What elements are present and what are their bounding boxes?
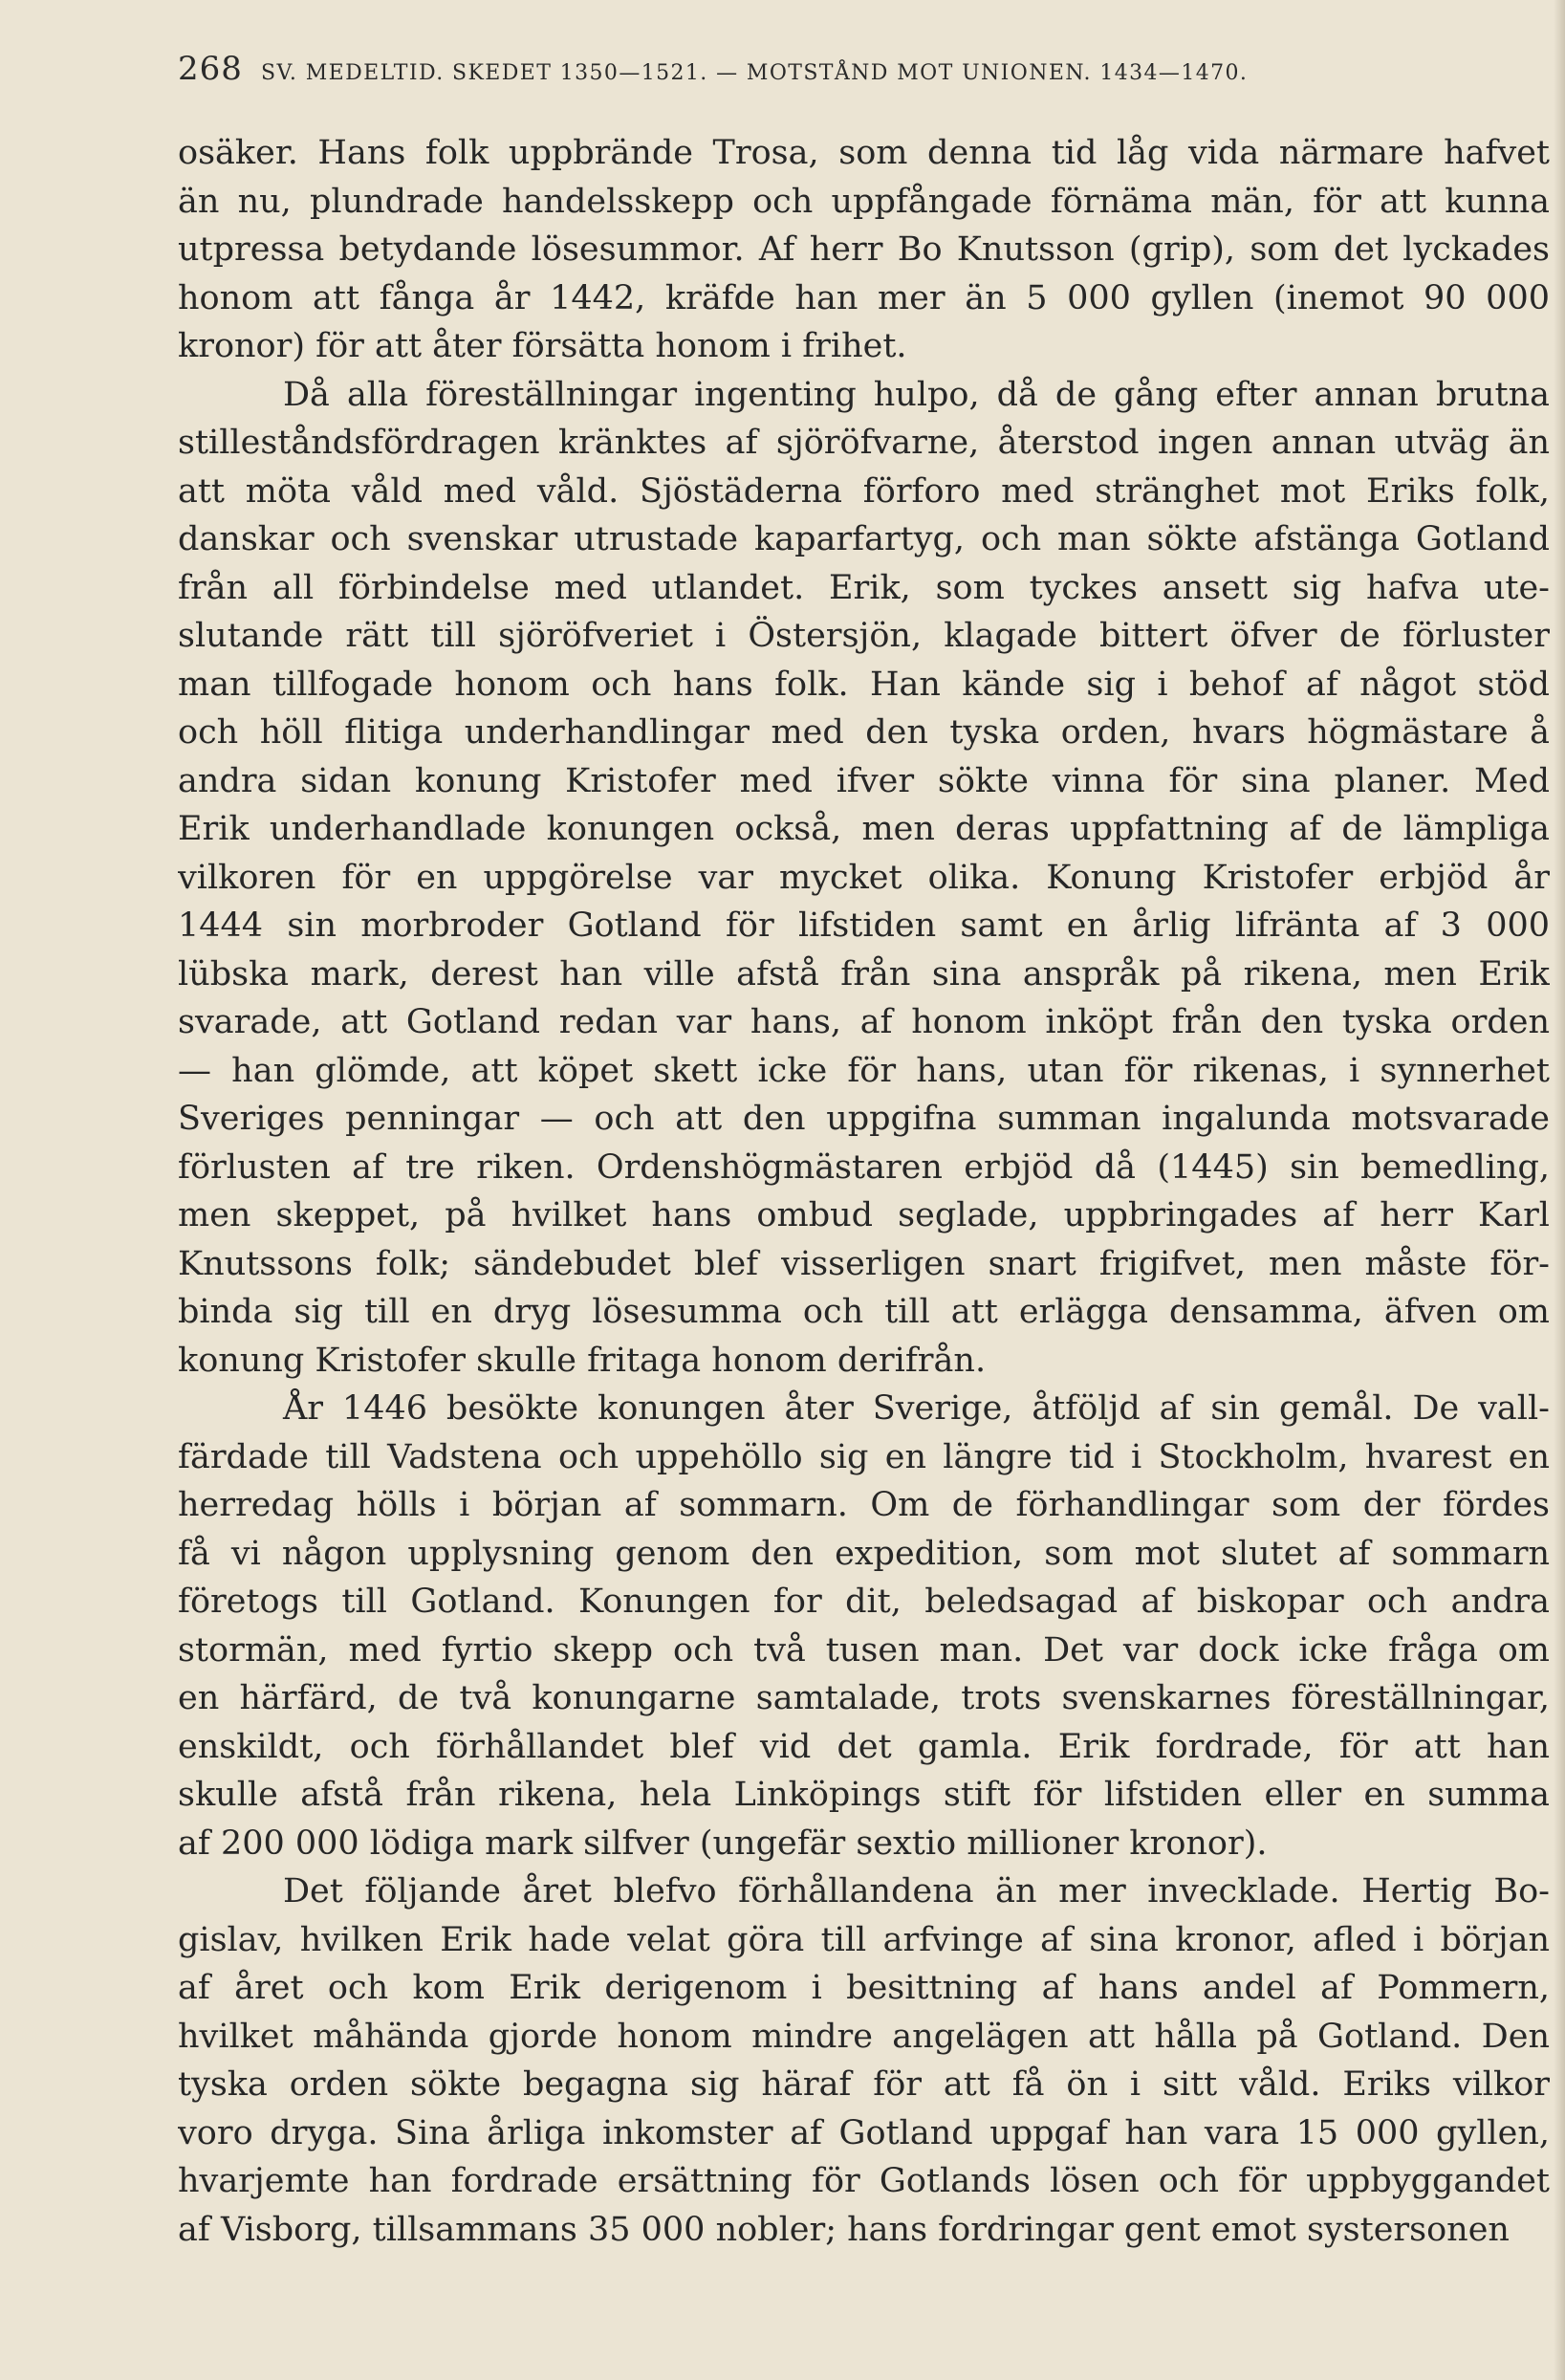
text-line: företogs till Gotland. Konungen for dit, beledsagad af biskopar och andra [178,1583,1550,1621]
text-line: stormän, med fyrtio skepp och två tusen man. Det var dock icke fråga om [178,1630,1550,1670]
text-line: af Visborg, tillsammans 35 000 nobler; hans fordringar gent emot systersonen [178,2210,1510,2249]
text-line: Det följande året blefvo förhållandena än mer invecklade. Hertig Bo- [283,1872,1550,1911]
text-line: slutande rätt till sjöröfveriet i Östersjön, klagade bittert öfver de förluster [178,617,1550,655]
text-line: hvarjemte han fordrade ersättning för Gotlands lösen och för uppbyggandet [178,2162,1550,2200]
text-line: binda sig till en dryg lösesumma och till att erlägga densamma, äfven om [178,1293,1550,1331]
text-line: 1444 sin morbroder Gotland för lifstiden samt en årlig lifränta af 3 000 [178,906,1550,945]
text-line: af året och kom Erik derigenom i besittning af hans andel af Pommern, [178,1969,1550,2007]
text-line: skulle afstå från rikena, hela Linköpings stift för lifstiden eller en summa [178,1776,1550,1814]
text-line: Erik underhandlade konungen också, men deras uppfattning af de lämpliga [178,810,1550,848]
text-line: konung Kristofer skulle fritaga honom derifrån. [178,1341,987,1380]
page-edge-shadow [1554,0,1565,2380]
text-line: År 1446 besökte konungen åter Sverige, åtföljd af sin gemål. De vall- [283,1389,1550,1428]
paragraph [178,1867,1550,2254]
paragraph [178,129,1550,371]
paragraph [178,371,1550,1386]
text-line: osäker. Hans folk uppbrände Trosa, som denna tid låg vida närmare hafvet [178,134,1550,172]
text-line: få vi någon upplysning genom den expedition, som mot slutet af sommarn [178,1534,1550,1573]
text-line: utpressa betydande lösesummor. Af herr Bo Knutsson (grip), som det lyckades [178,230,1550,269]
body-text [178,129,1550,2254]
text-line: och höll flitiga underhandlingar med den tyska orden, hvars högmästare å [178,713,1550,752]
text-line: danskar och svenskar utrustade kaparfartyg, och man sökte afstänga Gotland [178,520,1550,558]
text-line: hvilket måhända gjorde honom mindre angelägen att hålla på Gotland. Den [178,2017,1550,2056]
text-line: voro dryga. Sina årliga inkomster af Gotland uppgaf han vara 15 000 gyllen, [178,2113,1550,2152]
text-line: än nu, plundrade handelsskepp och uppfångade förnäma män, för att kunna [178,182,1550,221]
text-line: tyska orden sökte begagna sig häraf för att få ön i sitt våld. Eriks vilkor [178,2065,1550,2104]
text-line: Knutssons folk; sändebudet blef visserligen snart frigifvet, men måste för- [178,1244,1550,1283]
text-line: svarade, att Gotland redan var hans, af honom inköpt från den tyska orden [178,1003,1550,1041]
page-header [178,50,1554,107]
text-line: vilkoren för en uppgörelse var mycket olika. Konung Kristofer erbjöd år [178,858,1550,897]
text-line: kronor) för att åter försätta honom i frihet. [178,327,907,365]
text-line: gislav, hvilken Erik hade velat göra till arfvinge af sina kronor, afled i början [178,1920,1550,1959]
text-line: Då alla föreställningar ingenting hulpo, då de gång efter annan brutna [283,375,1550,414]
paragraph [178,1385,1550,1867]
text-line: men skeppet, på hvilket hans ombud seglade, uppbringades af herr Karl [178,1196,1550,1234]
text-line: stilleståndsfördragen kränktes af sjöröfvarne, återstod ingen annan utväg än [178,424,1550,462]
page-number: 268 [178,50,243,88]
text-line: enskildt, och förhållandet blef vid det gamla. Erik fordrade, för att han [178,1727,1550,1766]
text-line: en härfärd, de två konungarne samtalade, trots svenskarnes föreställningar, [178,1679,1550,1717]
text-line: herredag hölls i början af sommarn. Om de förhandlingar som der fördes [178,1486,1550,1524]
text-line: att möta våld med våld. Sjöstäderna förforo med stränghet mot Eriks folk, [178,471,1550,511]
text-line: man tillfogade honom och hans folk. Han kände sig i behof af något stöd [178,665,1550,704]
text-line: förlusten af tre riken. Ordenshögmästaren erbjöd då (1445) sin bemedling, [178,1147,1550,1187]
text-line: andra sidan konung Kristofer med ifver sökte vinna för sina planer. Med [178,761,1550,800]
text-line: från all förbindelse med utlandet. Erik, som tyckes ansett sig hafva ute- [178,568,1550,607]
text-line: färdade till Vadstena och uppehöllo sig en längre tid i Stockholm, hvarest en [178,1437,1550,1476]
text-line: — han glömde, att köpet skett icke för hans, utan för rikenas, i synnerhet [178,1051,1550,1090]
text-line: Sveriges penningar — och att den uppgifna summan ingalunda motsvarade [178,1100,1550,1138]
text-line: lübska mark, derest han ville afstå från sina anspråk på rikena, men Erik [178,954,1550,993]
text-line: honom att fånga år 1442, kräfde han mer än 5 000 gyllen (inemot 90 000 [178,278,1550,317]
text-line: af 200 000 lödiga mark silfver (ungefär sextio millioner kronor). [178,1823,1268,1863]
running-head: SV. MEDELTID. SKEDET 1350—1521. — MOTSTÅND MOT UNIONEN. 1434—1470. [261,61,1249,85]
